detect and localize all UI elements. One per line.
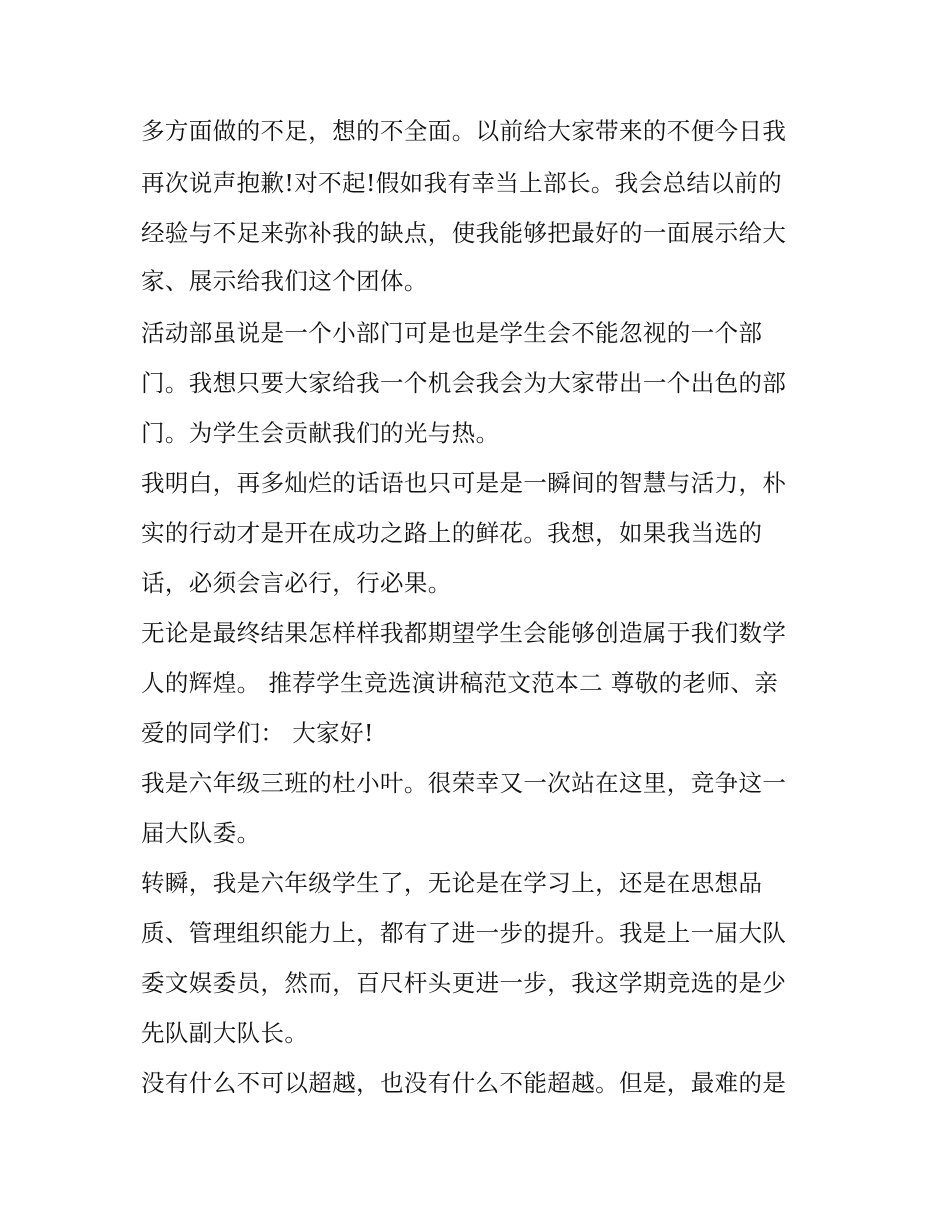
text-line: 质、管理组织能力上，都有了进一步的提升。我是上一届大队 [141,919,787,947]
text-line: 人的辉煌。 推荐学生竞选演讲稿范文范本二 尊敬的老师、亲 [141,669,779,697]
text-line: 活动部虽说是一个小部门可是也是学生会不能忽视的一个部 [141,319,763,347]
text-line: 委文娱委员，然而，百尺杆头更进一步，我这学期竞选的是少 [141,969,787,997]
text-line: 多方面做的不足，想的不全面。以前给大家带来的不便今日我 [141,117,787,145]
text-line: 门。为学生会贡献我们的光与热。 [141,419,500,447]
text-line: 我明白，再多灿烂的话语也只可是是一瞬间的智慧与活力，朴 [141,469,787,497]
text-line: 我是六年级三班的杜小叶。很荣幸又一次站在这里，竞争这一 [141,769,787,797]
text-line: 届大队委。 [141,819,261,847]
text-line: 爱的同学们： 大家好! [141,719,374,747]
text-line: 转瞬，我是六年级学生了，无论是在学习上，还是在思想品 [141,869,763,897]
text-line: 话，必须会言必行，行必果。 [141,569,452,597]
text-line: 先队副大队长。 [141,1019,309,1047]
text-line: 没有什么不可以超越，也没有什么不能超越。但是，最难的是 [141,1069,787,1097]
text-line: 家、展示给我们这个团体。 [141,267,428,295]
text-line: 门。我想只要大家给我一个机会我会为大家带出一个出色的部 [141,369,787,397]
text-line: 经验与不足来弥补我的缺点，使我能够把最好的一面展示给大 [141,219,787,247]
text-line: 再次说声抱歉!对不起!假如我有幸当上部长。我会总结以前的 [141,169,783,197]
text-line: 无论是最终结果怎样样我都期望学生会能够创造属于我们数学 [141,619,787,647]
text-line: 实的行动才是开在成功之路上的鲜花。我想，如果我当选的 [141,519,763,547]
